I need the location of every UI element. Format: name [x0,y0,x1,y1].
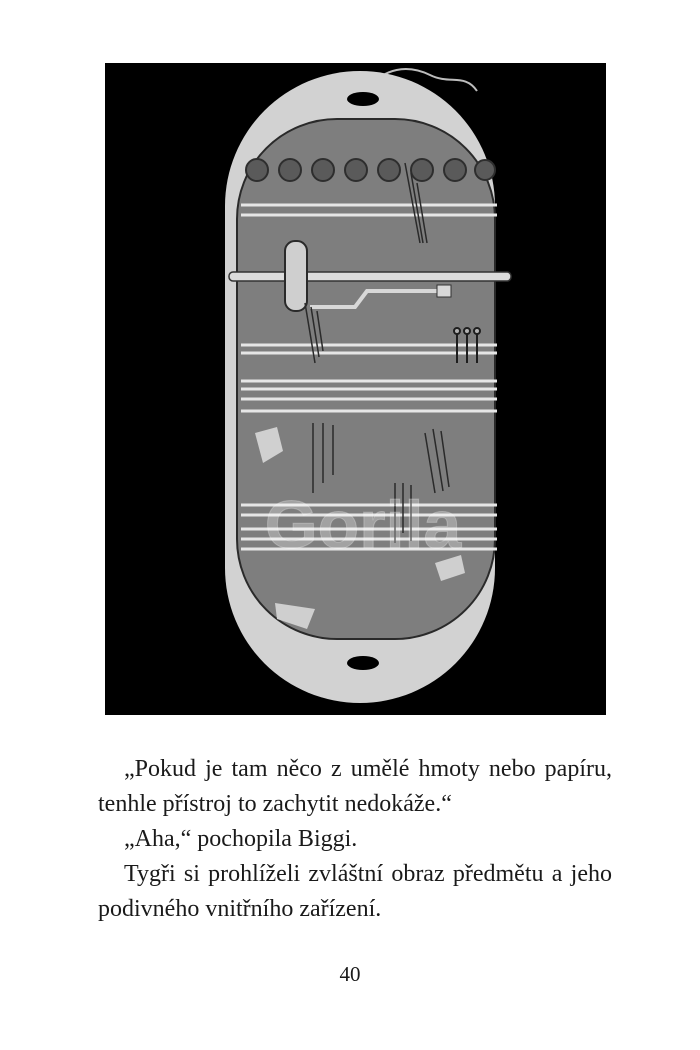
horizontal-rod [229,272,511,281]
page-text [98,752,612,927]
terminal-pins [454,328,480,363]
pipe-end [437,285,451,297]
top-hole [347,92,379,106]
capsule-chamber [285,241,307,311]
paragraph-3: Tygři si prohlíželi zvláštní obraz předmětu a jeho podivného vnitřního zařízení. [98,861,612,922]
paragraph-2: „Aha,“ pochopila Biggi. [124,826,358,852]
x-ray-capsule-illustration [105,63,606,715]
paragraph-1: „Pokud je tam něco z umělé hmoty nebo papíru, tenhle přístroj to zachytit nedokáže.“ [98,756,612,817]
page-number: 40 [339,962,361,986]
bottom-hole [347,656,379,670]
watermark-text: Gorila [264,487,462,563]
capsule-drawing [105,63,606,715]
